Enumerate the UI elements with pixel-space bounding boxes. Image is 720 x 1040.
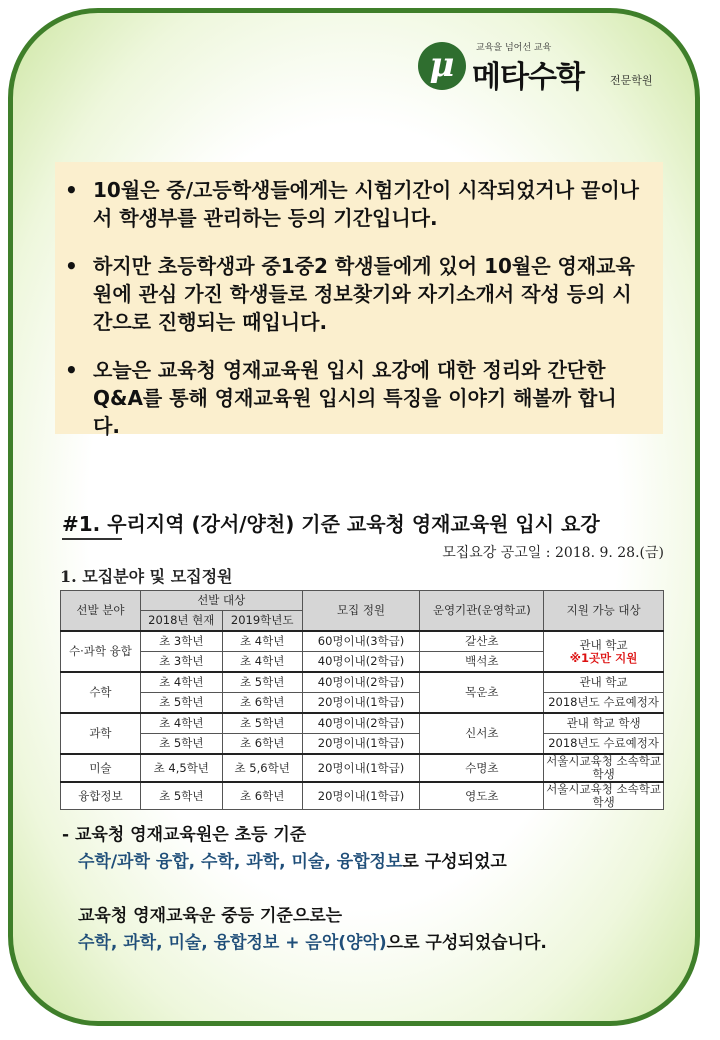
table-row bbox=[61, 693, 664, 714]
cell-operator: 목운초 bbox=[420, 672, 544, 713]
cell-current: 초 5학년 bbox=[140, 693, 222, 714]
logo bbox=[418, 40, 658, 100]
recruitment-table bbox=[60, 590, 664, 810]
cell-current: 초 5학년 bbox=[140, 782, 222, 810]
eligible-note: ※1곳만 지원 bbox=[569, 650, 638, 665]
note-text: 으로 구성되었습니다. bbox=[386, 933, 547, 953]
table-header-row bbox=[61, 591, 664, 611]
note-highlight: 수학/과학 융합, 수학, 과학, 미술, 융합정보 bbox=[78, 852, 403, 872]
table-row bbox=[61, 734, 664, 755]
table-title: 1. 모집분야 및 모집정원 bbox=[60, 567, 233, 586]
header-field: 선발 분야 bbox=[61, 591, 141, 632]
notice-box bbox=[55, 162, 663, 438]
cell-operator: 신서초 bbox=[420, 713, 544, 754]
note-spacer bbox=[62, 876, 547, 903]
cell-quota: 20명이내(1학급) bbox=[302, 693, 420, 714]
cell-quota: 20명이내(1학급) bbox=[302, 734, 420, 755]
header-operator: 운영기관(운영학교) bbox=[420, 591, 544, 632]
header-quota: 모집 정원 bbox=[302, 591, 420, 632]
cell-eligible: 서울시교육청 소속학교 학생 bbox=[544, 754, 664, 782]
note-highlight: 수학, 과학, 미술, 융합정보 + 음악(양악) bbox=[78, 933, 387, 953]
table-row bbox=[61, 782, 664, 810]
cell-next: 초 5학년 bbox=[222, 672, 302, 693]
cell-eligible: 관내 학교 bbox=[544, 672, 664, 693]
cell-eligible: 2018년도 수료예정자 bbox=[544, 734, 664, 755]
cell-next: 초 6학년 bbox=[222, 734, 302, 755]
cell-eligible bbox=[544, 631, 664, 672]
bullet-text: 하지만 초등학생과 중1중2 학생들에게 있어 10월은 영재교육원에 관심 가진 학생들로 정보찾기와 자기소개서 작성 등의 시간으로 진행되는 때입니다. bbox=[93, 254, 635, 334]
heading-divider bbox=[62, 534, 662, 542]
bullet-item bbox=[65, 356, 639, 440]
bullet-icon: • bbox=[65, 178, 78, 202]
cell-current: 초 3학년 bbox=[140, 652, 222, 673]
cell-next: 초 5,6학년 bbox=[222, 754, 302, 782]
note-line bbox=[62, 849, 547, 876]
bullet-text: 오늘은 교육청 영재교육원 입시 요강에 대한 정리와 간단한 Q&A를 통해 영재교육원 입시의 특징을 이야기 해볼까 합니다. bbox=[93, 358, 617, 438]
bullet-text: 10월은 중/고등학생들에게는 시험기간이 시작되었거나 끝이나서 학생부를 관리하는 등의 기간입니다. bbox=[93, 178, 639, 230]
cell-quota: 20명이내(1학급) bbox=[302, 754, 420, 782]
note-text: 로 구성되었고 bbox=[402, 852, 507, 872]
cell-next: 초 4학년 bbox=[222, 652, 302, 673]
cell-quota: 40명이내(2학급) bbox=[302, 713, 420, 734]
section-heading: #1. 우리지역 (강서/양천) 기준 교육청 영재교육원 입시 요강 bbox=[62, 512, 600, 536]
announcement-date: 모집요강 공고일 : 2018. 9. 28.(금) bbox=[442, 545, 664, 561]
note-line: - 교육청 영재교육원은 초등 기준 bbox=[62, 825, 307, 845]
cell-next: 초 6학년 bbox=[222, 693, 302, 714]
logo-suffix: 전문학원 bbox=[610, 74, 653, 87]
cell-next: 초 6학년 bbox=[222, 782, 302, 810]
cell-current: 초 4학년 bbox=[140, 672, 222, 693]
cell-quota: 40명이내(2학급) bbox=[302, 652, 420, 673]
logo-tagline: 교육을 넘어선 교육 bbox=[476, 43, 552, 53]
cell-quota: 40명이내(2학급) bbox=[302, 672, 420, 693]
header-current: 2018년 현재 bbox=[140, 611, 222, 632]
cell-field: 수·과학 융합 bbox=[61, 631, 141, 672]
cell-current: 초 4학년 bbox=[140, 713, 222, 734]
cell-field: 융합정보 bbox=[61, 782, 141, 810]
cell-field: 미술 bbox=[61, 754, 141, 782]
bullet-icon: • bbox=[65, 358, 78, 382]
cell-operator: 영도초 bbox=[420, 782, 544, 810]
cell-current: 초 5학년 bbox=[140, 734, 222, 755]
header-target: 선발 대상 bbox=[140, 591, 302, 611]
cell-current: 초 4,5학년 bbox=[140, 754, 222, 782]
logo-name: 메타수학 bbox=[472, 60, 584, 95]
bullet-list bbox=[65, 176, 639, 440]
header-next-year: 2019학년도 bbox=[222, 611, 302, 632]
table-row bbox=[61, 754, 664, 782]
cell-next: 초 4학년 bbox=[222, 631, 302, 652]
logo-mark: μ bbox=[418, 42, 466, 90]
table-row bbox=[61, 672, 664, 693]
cell-eligible: 서울시교육청 소속학교 학생 bbox=[544, 782, 664, 810]
cell-quota: 20명이내(1학급) bbox=[302, 782, 420, 810]
cell-operator: 백석초 bbox=[420, 652, 544, 673]
summary-notes bbox=[62, 822, 547, 957]
table-row bbox=[61, 631, 664, 652]
cell-current: 초 3학년 bbox=[140, 631, 222, 652]
cell-field: 과학 bbox=[61, 713, 141, 754]
table-row bbox=[61, 713, 664, 734]
header-eligible: 지원 가능 대상 bbox=[544, 591, 664, 632]
bullet-icon: • bbox=[65, 254, 78, 278]
cell-operator: 수명초 bbox=[420, 754, 544, 782]
cell-eligible: 2018년도 수료예정자 bbox=[544, 693, 664, 714]
eligible-text: 관내 학교 bbox=[579, 637, 628, 652]
cell-operator: 갈산초 bbox=[420, 631, 544, 652]
note-line: 교육청 영재교육운 중등 기준으로는 bbox=[78, 906, 343, 926]
bullet-item bbox=[65, 252, 639, 336]
cell-eligible: 관내 학교 학생 bbox=[544, 713, 664, 734]
bullet-item bbox=[65, 176, 639, 232]
cell-next: 초 5학년 bbox=[222, 713, 302, 734]
cell-field: 수학 bbox=[61, 672, 141, 713]
note-line bbox=[62, 930, 547, 957]
cell-quota: 60명이내(3학급) bbox=[302, 631, 420, 652]
